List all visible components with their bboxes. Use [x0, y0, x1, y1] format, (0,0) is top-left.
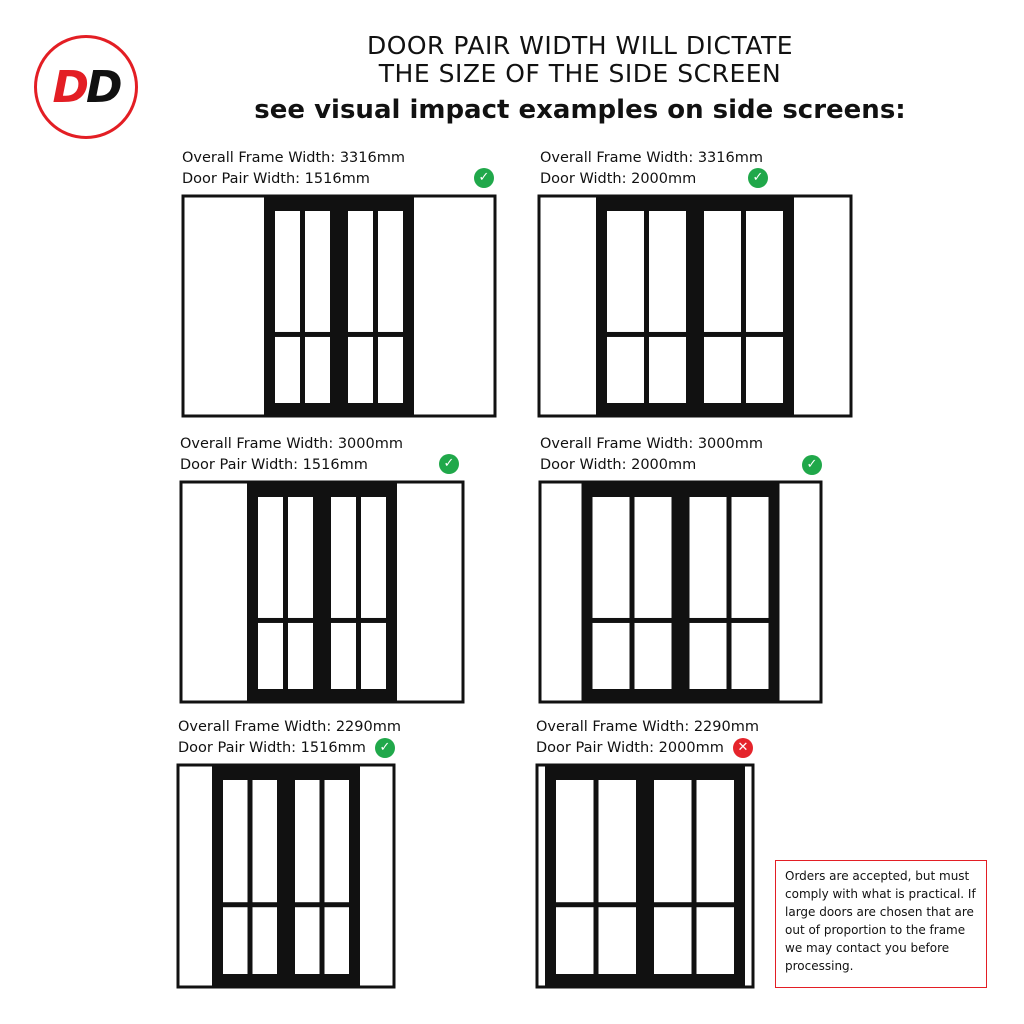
check-icon: ✓: [748, 168, 768, 188]
example-6-frame-width: Overall Frame Width: 2290mm: [536, 719, 759, 735]
check-icon: ✓: [375, 738, 395, 758]
example-5-frame-width: Overall Frame Width: 2290mm: [178, 719, 401, 735]
glass-pane: [331, 623, 356, 689]
glass-pane: [593, 623, 630, 689]
glass-pane: [732, 623, 769, 689]
glass-pane: [704, 211, 741, 332]
glass-pane: [732, 497, 769, 618]
example-3-frame-width: Overall Frame Width: 3000mm: [180, 436, 403, 452]
example-4-door-width: Door Width: 2000mm: [540, 457, 697, 473]
glass-pane: [746, 211, 783, 332]
glass-pane: [223, 780, 248, 902]
glass-pane: [288, 623, 313, 689]
glass-pane: [223, 907, 248, 974]
glass-pane: [325, 907, 350, 974]
example-1-door-width: Door Pair Width: 1516mm: [182, 171, 370, 187]
check-icon: ✓: [802, 455, 822, 475]
glass-pane: [654, 780, 692, 902]
glass-pane: [556, 907, 594, 974]
glass-pane: [654, 907, 692, 974]
glass-pane: [697, 907, 735, 974]
logo-letter-black: D: [86, 61, 120, 113]
heading-line-2: THE SIZE OF THE SIDE SCREEN: [378, 59, 782, 88]
glass-pane: [690, 623, 727, 689]
glass-pane: [599, 780, 637, 902]
glass-pane: [295, 780, 320, 902]
glass-pane: [258, 623, 283, 689]
glass-pane: [607, 211, 644, 332]
glass-pane: [593, 497, 630, 618]
practicality-note: Orders are accepted, but must comply with what is practical. If large doors are chosen that are out of proportion to the frame we may contact you before processing.: [775, 860, 987, 988]
glass-pane: [305, 337, 330, 403]
glass-pane: [607, 337, 644, 403]
glass-pane: [599, 907, 637, 974]
glass-pane: [288, 497, 313, 618]
glass-pane: [746, 337, 783, 403]
glass-pane: [348, 337, 373, 403]
heading-subtitle: see visual impact examples on side screens:: [254, 95, 906, 125]
glass-pane: [275, 211, 300, 332]
glass-pane: [361, 497, 386, 618]
glass-pane: [295, 907, 320, 974]
glass-pane: [305, 211, 330, 332]
example-6-door-width: Door Pair Width: 2000mm: [536, 740, 724, 756]
glass-pane: [704, 337, 741, 403]
glass-pane: [325, 780, 350, 902]
heading-line-1: DOOR PAIR WIDTH WILL DICTATE: [366, 31, 794, 60]
glass-pane: [361, 623, 386, 689]
glass-pane: [378, 337, 403, 403]
example-5-door-width: Door Pair Width: 1516mm: [178, 740, 366, 756]
glass-pane: [697, 780, 735, 902]
glass-pane: [258, 497, 283, 618]
glass-pane: [649, 337, 686, 403]
check-icon: ✓: [474, 168, 494, 188]
glass-pane: [253, 780, 278, 902]
example-3-door-width: Door Pair Width: 1516mm: [180, 457, 368, 473]
example-2-frame-width: Overall Frame Width: 3316mm: [540, 150, 763, 166]
glass-pane: [378, 211, 403, 332]
glass-pane: [253, 907, 278, 974]
glass-pane: [348, 211, 373, 332]
glass-pane: [331, 497, 356, 618]
glass-pane: [635, 497, 672, 618]
glass-pane: [275, 337, 300, 403]
example-2-door-width: Door Width: 2000mm: [540, 171, 697, 187]
check-icon: ✓: [439, 454, 459, 474]
glass-pane: [649, 211, 686, 332]
glass-pane: [556, 780, 594, 902]
glass-pane: [690, 497, 727, 618]
example-4-frame-width: Overall Frame Width: 3000mm: [540, 436, 763, 452]
glass-pane: [635, 623, 672, 689]
logo-letter-red: D: [52, 61, 86, 113]
example-1-frame-width: Overall Frame Width: 3316mm: [182, 150, 405, 166]
cross-icon: ✕: [733, 738, 753, 758]
